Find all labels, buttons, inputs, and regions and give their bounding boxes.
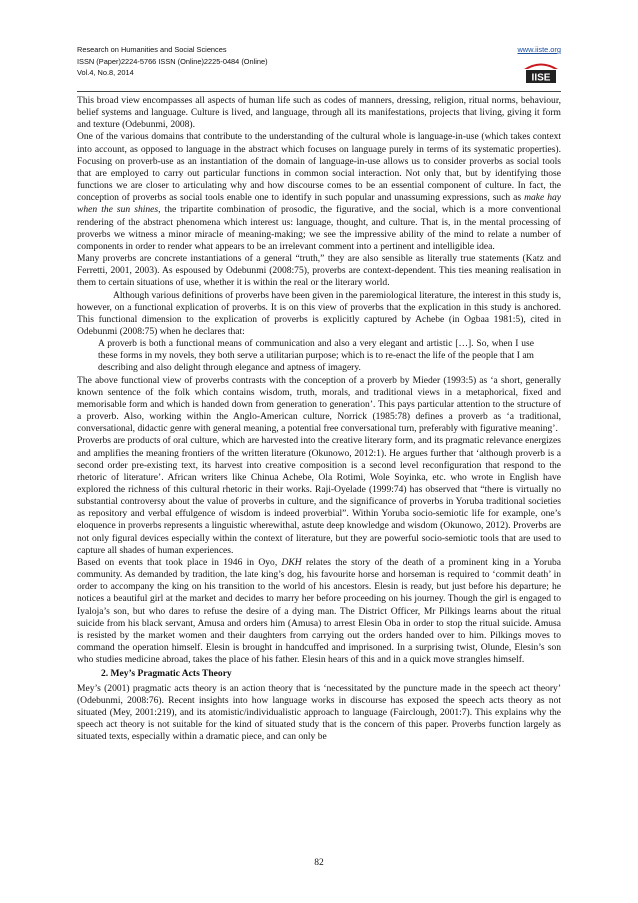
article-body [77,95,561,743]
journal-issn: ISSN (Paper)2224-5766 ISSN (Online)2225-0484 (Online) [77,56,268,66]
journal-info [77,44,561,79]
paragraph: Although various definitions of proverbs have been given in the paremiological literature, the interest in this study is, however, on a functional explication of proverbs. It is on this view of proverbs that the explication in this study is anchored. This functional dimension to the explication of proverbs is explicitly captured by Achebe (in Ogbaa 1981:5), cited in Odebunmi (2008:75) when he declares that: [77,289,561,337]
section-heading: 2. Mey’s Pragmatic Acts Theory [101,668,232,680]
paragraph: Based on events that took place in 1946 in Oyo, DKH relates the story of the death of a prominent king in a Yoruba community. As demanded by tradition, the late king’s dog, his favourite horse and horseman is required to ‘commit death’ in order to accompany the king on his transition to the world of his ancestors. Elesin is ready, but just before his departure; he notices a beautiful girl at the market and decides to marry her before proceeding on his journey. Though the girl is engaged to Iyaloja’s son, but who dares to refuse the desire of a dying man. The District Officer, Mr Pilkings learns about the ritual suicide from his black servant, Amusa and orders him (Amusa) to arrest Elesin Oba in order to stop the ritual suicide. Amusa is resisted by the market women and their daughters from carrying out the orders handed over to him. Pilkings moves to command the operation himself. Elesin is brought in handcuffed and imprisoned. In a surprising twist, Olunde, Elesin’s son who studies medicine abroad, takes the place of his father. Elesin hears of this and in a quick move strangles himself. [77,556,561,666]
paragraph: This broad view encompasses all aspects of human life such as codes of manners, dressing, religion, ritual norms, behaviour, belief systems and language. Culture is lived, and language, through all its manifestations, projects that living, giving it form and texture (Odebunmi, 2008). [77,95,561,131]
paragraph: Mey’s (2001) pragmatic acts theory is an action theory that is ‘necessitated by the puncture made in the speech act theory’ (Odebunmi, 2008:76). Recent insights into how language works in discourse has exposed the speech acts theory as not situated (Mey, 2001:219), and its atomistic/individualistic approach to language (Fairclough, 2001:7). This explains why the speech act theory is not suitable for the kind of situated study that is the concern of this paper. Proverbs function largely as situated texts, especially within a dramatic piece, and can only be [77,682,561,743]
journal-title: Research on Humanities and Social Sciences [77,45,227,54]
paragraph: One of the various domains that contribute to the understanding of the cultural whole is language-in-use (which takes context into account, as opposed to language in the abstract which focuses on language purely in terms of its systematic properties). Focusing on proverb-use as an instantiation of the domain of language-in-use allows us to consider proverbs as social tools that are employed to carry out particular functions in common social interaction. Not only that, but by identifying those functions we are closer to articulating why and how discourse comes to be an essential component of culture. In fact, the conception of proverbs as social tools enable one to identify in such popular and unassuming expressions, such as make hay when the sun shines, the tripartite combination of prosodic, the figurative, and the social, which is a more conventional rendering of the abstract phenomena which interest us: language, thought, and culture. That is, in the mental processing of proverbs we witness a minor miracle of meaning-making; we see the impressive ability of the mind to relate a number of components in order to render what appears to be an irrelevant comment into a pertinent and intelligible idea. [77,131,561,252]
iiste-logo [521,58,561,84]
header-rule [77,91,561,92]
italic-title: DKH [281,556,302,568]
paragraph: Many proverbs are concrete instantiations of a general “truth,” they are also sensible as literally true statements (Katz and Ferretti, 2001, 2003). As espoused by Odebunmi (2008:75), proverbs are context-dependent. This ties meaning realisation in them to certain situations of use, whether it is within the real or the literary world. [77,253,561,289]
journal-volume: Vol.4, No.8, 2014 [77,68,134,77]
page-header [77,44,561,94]
page-number: 82 [314,858,324,868]
block-quote: A proverb is both a functional means of communication and also a very elegant and artistic […]. So, when I use these forms in my novels, they both serve a utilitarian purpose; which is to re-enact the life of the people that I am describing and also delight through elegance and aptness of imagery. [98,338,534,374]
journal-url-link[interactable]: www.iiste.org [517,45,561,54]
paragraph: The above functional view of proverbs contrasts with the conception of a proverb by Mieder (1993:5) as ‘a short, generally known sentence of the folk which contains wisdom, truth, morals, and traditional views in a metaphorical, fixed and memorisable form and which is handed down from generation to generation’. This pays particular attention to the structure of a proverb. Also, working within the Anglo-American culture, Norrick (1985:78) defines a proverb as ‘a traditional, conversational, didactic genre with general meaning, a potential free conversational turn, preferably with figurative meaning’. [77,374,561,435]
logo-text: IISE [531,72,551,84]
paragraph: Proverbs are products of oral culture, which are harvested into the creative literary form, and its pragmatic relevance energizes and amplifies the meaning frontiers of the written literature (Okunowo, 2012:1). He argues further that ‘although proverb is a second order pre-existing text, its harvest into creative composition is a second level reconfiguration that respond to the rhetoric of literature’. African writers like Chinua Achebe, Ola Rotimi, Wole Soyinka, etc. who wrote in English have explored the richness of this cultural rhetoric in their works. Raji-Oyelade (1999:74) has observed that “there is virtually no substantial controversy about the value of proverbs in culture, and the significance of proverbs in Yoruba traditional societies as repository and verbal effulgence of wisdom is indeed proverbial”. Within Yoruba socio-semiotic life for example, one’s eloquence in proverbs represents a linguistic wherewithal, astute deep knowledge and wisdom (Okunowo, 2012). Proverbs are not only figural devices especially within the context of literature, but they are powerful socio-semiotic tools that are used to capture all shades of human experiences. [77,435,561,556]
italic-proverb: make hay when the sun shines [77,192,561,216]
